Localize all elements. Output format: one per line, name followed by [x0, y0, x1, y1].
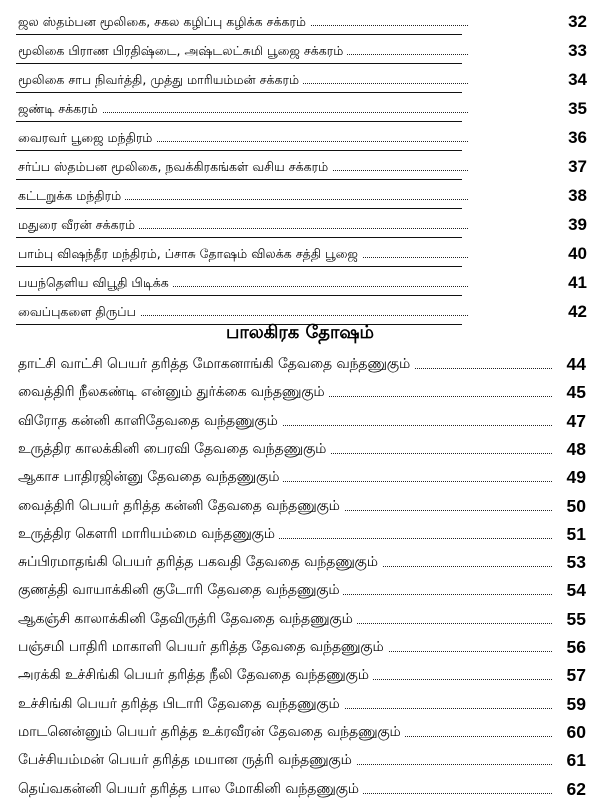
toc-entry-page: 32	[568, 12, 587, 31]
toc-entry-page: 61	[566, 750, 586, 771]
toc-entry-title: மூலிகை சாப நிவர்த்தி, முத்து மாரியம்மன் சக்கரம்	[18, 65, 303, 94]
toc-entry-title: வைரவர் பூஜை மந்திரம்	[18, 123, 156, 152]
toc-entry	[0, 407, 600, 436]
toc-entry-title: பாம்பு விஷந்தீர மந்திரம், ப்சாசு தோஷம் விலக்க சத்தி பூஜை	[18, 239, 362, 268]
toc-entry-title: உச்சிங்கி பெயர் தரித்த பிடாரி தேவதை வந்தணுகும்	[18, 690, 344, 719]
toc-entry-title: ஆகஞ்சி காலாக்கினி தேவிருத்ரி தேவதை வந்தணுகும்	[18, 605, 357, 634]
toc-entry-page: 35	[568, 99, 587, 118]
toc-entry	[0, 36, 600, 65]
row-underline	[16, 34, 462, 35]
toc-entry	[0, 633, 600, 662]
toc-entry-page: 37	[568, 157, 587, 176]
toc-entry-page: 39	[568, 215, 587, 234]
toc-entry-title: ஆகாச பாதிரஜின்னு தேவதை வந்தணுகும்	[18, 463, 283, 492]
toc-entry-title: பயந்தெளிய விபூதி பிடிக்க	[18, 268, 173, 297]
toc-entry-title: வைப்புகளை திருப்ப	[18, 297, 140, 326]
toc-entry	[0, 435, 600, 464]
toc-entry-title: பேச்சியம்மன் பெயர் தரித்த மயான ருத்ரி வந்தணுகும்	[18, 746, 356, 775]
toc-entry	[0, 123, 600, 152]
toc-entry-page: 36	[568, 128, 587, 147]
toc-entry-title: விரோத கன்னி காளிதேவதை வந்தணுகும்	[18, 407, 282, 436]
toc-entry-page: 59	[566, 693, 586, 714]
toc-entry-page: 33	[568, 41, 587, 60]
row-underline	[16, 179, 462, 180]
toc-entry-page: 49	[566, 467, 586, 488]
toc-entry-page: 62	[566, 778, 586, 799]
toc-entry-page: 51	[566, 523, 586, 544]
toc-entry	[0, 7, 600, 36]
toc-entry	[0, 605, 600, 634]
toc-entry-page: 44	[566, 354, 586, 374]
toc-entry	[0, 378, 600, 407]
toc-entry-title: மதுரை வீரன் சக்கரம்	[18, 210, 139, 239]
toc-entry	[0, 746, 600, 775]
toc-entry	[0, 268, 600, 297]
toc-entry-page: 48	[566, 438, 586, 459]
toc-entry	[0, 576, 600, 605]
toc-entry-page: 54	[566, 580, 586, 601]
toc-entry-page: 41	[568, 273, 587, 292]
toc-entry-page: 42	[568, 302, 587, 321]
toc-entry	[0, 661, 600, 690]
toc-entry	[0, 492, 600, 521]
toc-entry	[0, 152, 600, 181]
row-underline	[16, 150, 462, 151]
toc-entry-page: 34	[568, 70, 587, 89]
toc-entry	[0, 718, 600, 747]
toc-entry	[0, 181, 600, 210]
toc-entry-page: 53	[566, 552, 586, 573]
row-underline	[16, 92, 462, 93]
row-underline	[16, 266, 462, 267]
row-underline	[16, 121, 462, 122]
row-underline	[16, 237, 462, 238]
toc-entry-title: அரக்கி உச்சிங்கி பெயர் தரித்த நீலி தேவதை வந்தணுகும்	[18, 661, 373, 690]
toc-entry-title: மாடனென்னும் பெயர் தரித்த உக்ரவீரன் தேவதை வந்தணுகும்	[18, 718, 405, 747]
toc-entry-title: தெய்வகன்னி பெயர் தரித்த பால மோகினி வந்தணுகும்	[18, 775, 363, 804]
toc-entry	[0, 690, 600, 719]
toc-entry-title: ஜண்டி சக்கரம்	[18, 94, 102, 123]
toc-entry-title: குணத்தி வாயாக்கினி குடோரி தேவதை வந்தணுகும்	[18, 576, 343, 605]
toc-entry	[0, 210, 600, 239]
toc-entry	[0, 94, 600, 123]
toc-entry	[0, 239, 600, 268]
toc-entry	[0, 548, 600, 577]
toc-entry-page: 45	[566, 382, 586, 403]
row-underline	[16, 63, 462, 64]
toc-entry-page: 38	[568, 186, 587, 205]
toc-entry-title: வைத்திரி பெயர் தரித்த கன்னி தேவதை வந்தணுகும்	[18, 492, 344, 521]
toc-entry	[0, 775, 600, 804]
toc-entry-title: கட்டறுக்க மந்திரம்	[18, 181, 125, 210]
toc-entry-page: 56	[566, 637, 586, 657]
section-heading: பாலகிரக தோஷம்	[225, 322, 375, 343]
toc-entry	[0, 350, 600, 379]
toc-entry-page: 40	[568, 244, 587, 263]
toc-entry	[0, 520, 600, 549]
toc-entry-page: 60	[566, 721, 586, 742]
toc-entry-page: 57	[566, 665, 586, 686]
toc-entry-title: தாட்சி வாட்சி பெயர் தரித்த மோகனாங்கி தேவதை வந்தணுகும்	[18, 350, 414, 379]
toc-entry-title: வைத்திரி நீலகண்டி என்னும் துர்க்கை வந்தணுகும்	[18, 378, 329, 407]
toc-entry-title: சர்ப்ப ஸ்தம்பன மூலிகை, நவக்கிரகங்கள் வசிய சக்கரம்	[18, 152, 332, 181]
toc-entry-title: உருத்திர கௌரி மாரியம்மை வந்தணுகும்	[18, 520, 279, 549]
toc-entry-title: மூலிகை பிராண பிரதிஷ்டை, அஷ்டலட்சுமி பூஜை சக்கரம்	[18, 36, 347, 65]
toc-entry-page: 50	[566, 495, 586, 516]
toc-entry	[0, 65, 600, 94]
toc-entry-title: உருத்திர காலக்கினி பைரவி தேவதை வந்தணுகும்	[18, 435, 330, 464]
toc-entry-title: சுப்பிரமாதங்கி பெயர் தரித்த பகவதி தேவதை வந்தணுகும்	[18, 548, 382, 577]
toc-entry-page: 47	[566, 410, 586, 431]
row-underline	[16, 295, 462, 296]
toc-entry-title: பஞ்சமி பாதிரி மாகாளி பெயர் தரித்த தேவதை வந்தணுகும்	[18, 633, 388, 662]
toc-entry-title: ஜல ஸ்தம்பன மூலிகை, சகல கழிப்பு கழிக்க சக்கரம்	[18, 7, 310, 36]
row-underline	[16, 208, 462, 209]
toc-entry	[0, 463, 600, 492]
toc-entry-page: 55	[566, 608, 586, 629]
